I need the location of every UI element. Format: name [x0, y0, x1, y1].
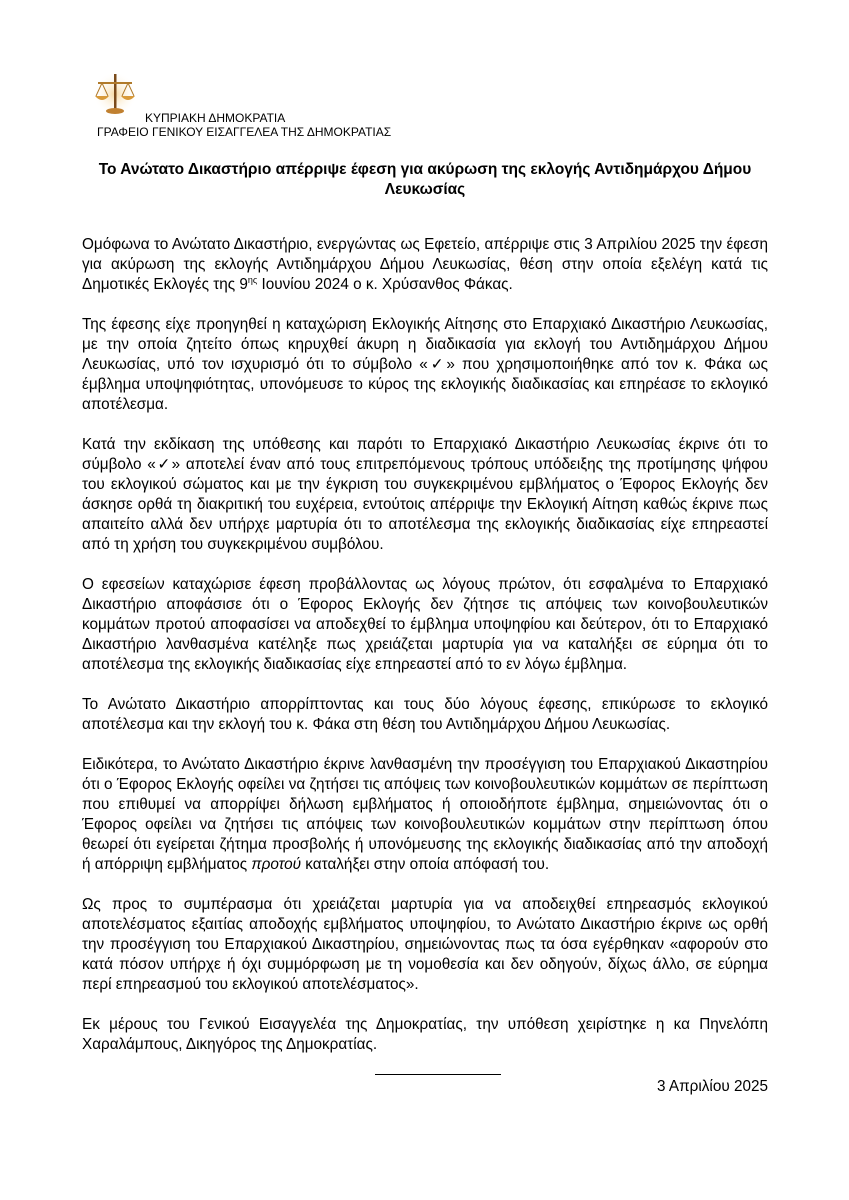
text: Ειδικότερα, το Ανώτατο Δικαστήριο έκρινε λανθασμένη την προσέγγιση του Επαρχιακού Δικαστηρίου ότι ο Έφορος Εκλογής οφείλει να ζητήσει τις απόψεις των κοινοβουλευτικών κομμάτων σε περίπτωση που επιθυμεί να απορρίψει δήλωση εμβλήματος ή οποιοδήποτε έμβλημα, σημειώνοντας ότι ο Έφορος οφείλει να ζητήσει τις απόψεις των κοινοβουλευτικών κομμάτων στην περίπτωση όπου θεωρεί ότι εγείρεται ζήτημα προσβολής ή υπονόμευσης της εκλογικής διαδικασίας από την αποδοχή ή απόρριψη εμβλήματος — [82, 756, 768, 873]
paragraph-8: Εκ μέρους του Γενικού Εισαγγελέα της Δημοκρατίας, την υπόθεση χειρίστηκε η κα Πηνελόπη Χαραλάμπους, Δικηγόρος της Δημοκρατίας. — [82, 1016, 768, 1053]
header-office: ΓΡΑΦΕΙΟ ΓΕΝΙΚΟΥ ΕΙΣΑΓΓΕΛΕΑ ΤΗΣ ΔΗΜΟΚΡΑΤΙΑΣ — [97, 125, 392, 139]
paragraph-1 — [82, 235, 768, 295]
italic-text: προτού — [251, 856, 302, 873]
scales-of-justice-logo — [92, 70, 138, 116]
paragraph-3: Κατά την εκδίκαση της υπόθεσης και παρότι το Επαρχιακό Δικαστήριο Λευκωσίας έκρινε ότι το σύμβολο «✓» αποτελεί έναν από τους επιτρεπόμενους τρόπους υπόδειξης της προτίμησης ψήφου του εκλογικού σώματος και με την έγκριση του συγκεκριμένου εμβλήματος ο Έφορος Εκλογής δεν άσκησε ορθά τη διακριτική του ευχέρεια, εντούτοις απέρριψε την Εκλογική Αίτηση καθώς έκρινε πως απαιτείτο αλλά δεν υπήρχε μαρτυρία ότι το αποτέλεσμα της εκλογικής διαδικασίας είχε επηρεαστεί από τη χρήση του συγκεκριμένου συμβόλου. — [82, 436, 768, 553]
paragraph-4: Ο εφεσείων καταχώρισε έφεση προβάλλοντας ως λόγους πρώτον, ότι εσφαλμένα το Επαρχιακό Δικαστήριο αποφάσισε ότι ο Έφορος Εκλογής δεν ζήτησε τις απόψεις των κοινοβουλευτικών κομμάτων προτού αποφασίσει να αποδεχθεί το έμβλημα υποψηφίου και δεύτερον, ότι το Επαρχιακό Δικαστήριο λανθασμένα κατέληξε πως χρειάζεται μαρτυρία για να καταλήξει σε εύρημα ότι το αποτέλεσμα της εκλογικής διαδικασίας είχε επηρεαστεί από το εν λόγω έμβλημα. — [82, 576, 768, 673]
header-country: ΚΥΠΡΙΑΚΗ ΔΗΜΟΚΡΑΤΙΑ — [145, 111, 286, 125]
paragraph-5: Το Ανώτατο Δικαστήριο απορρίπτοντας και τους δύο λόγους έφεσης, επικύρωσε το εκλογικό αποτέλεσμα και την εκλογή του κ. Φάκα στη θέση του Αντιδημάρχου Δήμου Λευκωσίας. — [82, 696, 768, 733]
paragraph-6 — [82, 755, 768, 875]
text: καταλήξει στην οποία απόφασή του. — [301, 856, 550, 873]
paragraph-2: Της έφεσης είχε προηγηθεί η καταχώριση Εκλογικής Αίτησης στο Επαρχιακό Δικαστήριο Λευκωσίας, με την οποία ζητείτο όπως κηρυχθεί άκυρη η διαδικασία για εκλογή του Αντιδημάρχου Δήμου Λευκωσίας, υπό τον ισχυρισμό ότι το σύμβολο «✓» που χρησιμοποιήθηκε από τον κ. Φάκα ως έμβλημα υποψηφιότητας, υπονόμευσε το κύρος της εκλογικής διαδικασίας και επηρέασε το εκλογικό αποτέλεσμα. — [82, 316, 768, 413]
text: Ομόφωνα το Ανώτατο Δικαστήριο, ενεργώντας ως Εφετείο, απέρριψε στις 3 Απριλίου 2025 την έφεση για ακύρωση της εκλογής Αντιδημάρχου Δήμου Λευκωσίας, θέση στην οποία εξελέγη κατά τις Δημοτικές Εκλογές της 9 — [82, 236, 768, 293]
paragraph-7: Ως προς το συμπέρασμα ότι χρειάζεται μαρτυρία για να αποδειχθεί επηρεασμός εκλογικού αποτελέσματος εξαιτίας αποδοχής εμβλήματος υποψηφίου, το Ανώτατο Δικαστήριο έκρινε ως ορθή την προσέγγιση του Επαρχιακού Δικαστηρίου, σημειώνοντας πως τα όσα εγέρθηκαν «αφορούν στο κατά πόσον υπήρχε ή όχι συμμόρφωση με τη νομοθεσία και δεν οδηγούν, δίχως άλλο, σε εύρημα περί επηρεασμού του εκλογικού αποτελέσματος». — [82, 896, 768, 993]
page-title: Το Ανώτατο Δικαστήριο απέρριψε έφεση για ακύρωση της εκλογής Αντιδημάρχου Δήμου Λευκωσίας — [98, 161, 752, 198]
document-date: 3 Απριλίου 2025 — [657, 1078, 768, 1095]
superscript: ης — [247, 274, 258, 285]
divider-line — [375, 1074, 501, 1075]
text: Ιουνίου 2024 ο κ. Χρύσανθος Φάκας. — [257, 276, 513, 293]
document-body — [82, 235, 768, 1075]
